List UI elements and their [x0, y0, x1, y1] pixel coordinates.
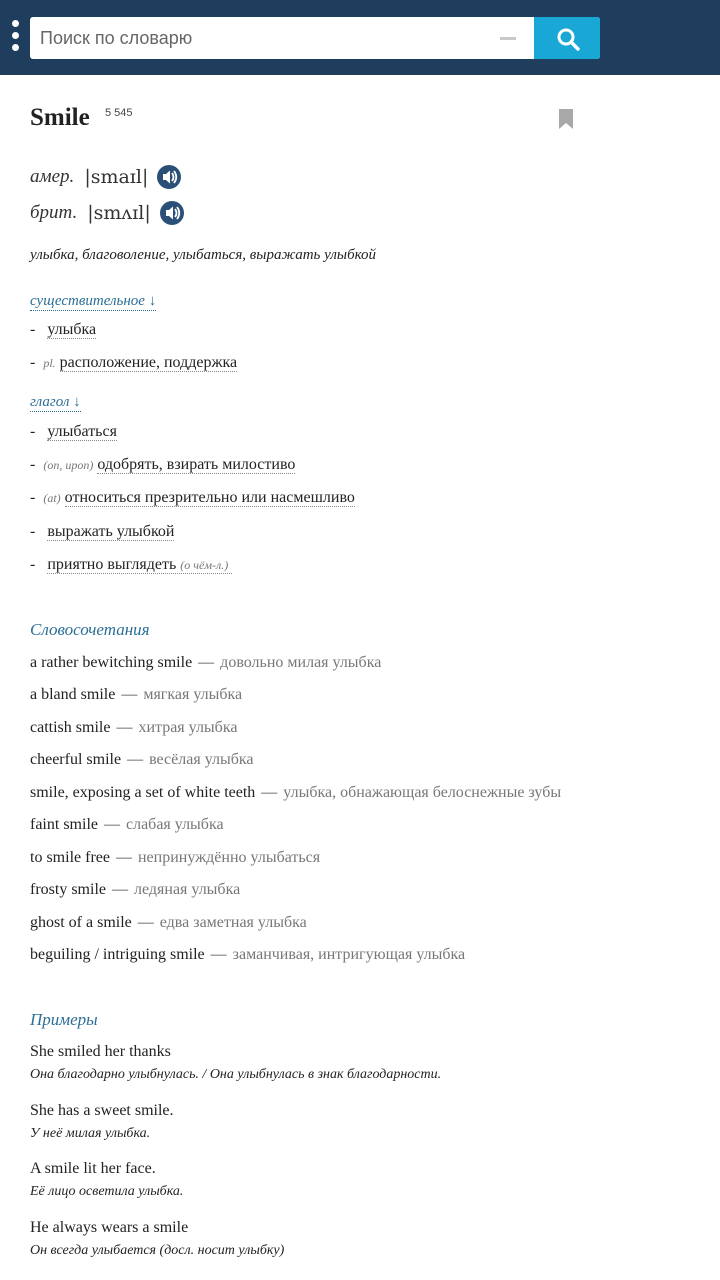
phrases-heading: Словосочетания [30, 620, 150, 639]
example-russian: Её лицо осветила улыбка. [30, 1184, 184, 1199]
meaning-text[interactable]: выражать улыбкой [47, 523, 175, 540]
meaning-text[interactable]: относиться презрительно или насмешливо [64, 489, 355, 506]
phrase-item[interactable]: a rather bewitching smile — довольно милая улыбка [30, 654, 382, 671]
menu-dots-icon[interactable] [10, 20, 20, 56]
pronunciation-american [30, 164, 182, 190]
bookmark-icon[interactable] [558, 109, 574, 129]
phrase-item[interactable]: ghost of a smile — едва заметная улыбка [30, 914, 307, 931]
example-english: She smiled her thanks [30, 1043, 171, 1060]
phrase-item[interactable]: to smile free — непринуждённо улыбаться [30, 849, 321, 866]
example-english: A smile lit her face. [30, 1160, 156, 1177]
search-box [30, 17, 600, 59]
example-english: He always wears a smile [30, 1219, 189, 1236]
pos-noun-toggle[interactable]: существительное ↓ [30, 293, 157, 309]
pronunciation-ipa: |smʌɪl| [87, 202, 151, 224]
meaning-text[interactable]: одобрять, взирать милостиво [97, 456, 296, 473]
example-english: She has a sweet smile. [30, 1102, 174, 1119]
search-icon [556, 27, 580, 51]
phrase-item[interactable]: cheerful smile — весёлая улыбка [30, 751, 254, 768]
meaning-item: - приятно выглядеть (о чём-л.) [30, 556, 232, 574]
meaning-item: - улыбаться [30, 423, 117, 440]
examples-heading: Примеры [30, 1010, 98, 1029]
pos-verb-toggle[interactable]: глагол ↓ [30, 394, 81, 410]
clear-icon[interactable] [500, 37, 516, 40]
phrase-item[interactable]: beguiling / intriguing smile — заманчивая, интригующая улыбка [30, 946, 466, 963]
search-input[interactable] [30, 17, 520, 59]
pronunciation-label: брит. [30, 202, 78, 223]
pronunciation-ipa: |smaɪl| [84, 166, 149, 188]
frequency-rank: 5 545 [105, 107, 133, 119]
pronunciation-british [30, 200, 185, 226]
phrase-item[interactable]: cattish smile — хитрая улыбка [30, 719, 238, 736]
meaning-item: - (at) относиться презрительно или насмешливо [30, 489, 355, 506]
meaning-item: - выражать улыбкой [30, 523, 175, 540]
headword: Smile [30, 104, 90, 131]
top-bar [0, 0, 720, 75]
example-russian: У неё милая улыбка. [30, 1126, 151, 1141]
meaning-text[interactable]: улыбаться [47, 423, 117, 440]
search-button[interactable] [534, 17, 600, 59]
example-russian: Он всегда улыбается (досл. носит улыбку) [30, 1243, 285, 1258]
phrase-item[interactable]: frosty smile — ледяная улыбка [30, 881, 241, 898]
translation-summary: улыбка, благоволение, улыбаться, выражать улыбкой [30, 247, 377, 263]
phrase-item[interactable]: smile, exposing a set of white teeth — улыбка, обнажающая белоснежные зубы [30, 784, 562, 801]
meaning-text[interactable]: улыбка [47, 321, 97, 338]
meaning-text[interactable]: приятно выглядеть (о чём-л.) [47, 556, 232, 574]
speaker-icon[interactable] [156, 164, 182, 190]
meaning-item: - (on, upon) одобрять, взирать милостиво [30, 456, 296, 473]
phrase-item[interactable]: a bland smile — мягкая улыбка [30, 686, 243, 703]
phrase-item[interactable]: faint smile — слабая улыбка [30, 816, 224, 833]
example-russian: Она благодарно улыбнулась. / Она улыбнулась в знак благодарности. [30, 1067, 442, 1082]
meaning-text[interactable]: расположение, поддержка [59, 354, 238, 371]
pronunciation-label: амер. [30, 166, 75, 187]
meaning-item: - улыбка [30, 321, 97, 338]
speaker-icon[interactable] [159, 200, 185, 226]
meaning-item: - pl. расположение, поддержка [30, 354, 238, 371]
